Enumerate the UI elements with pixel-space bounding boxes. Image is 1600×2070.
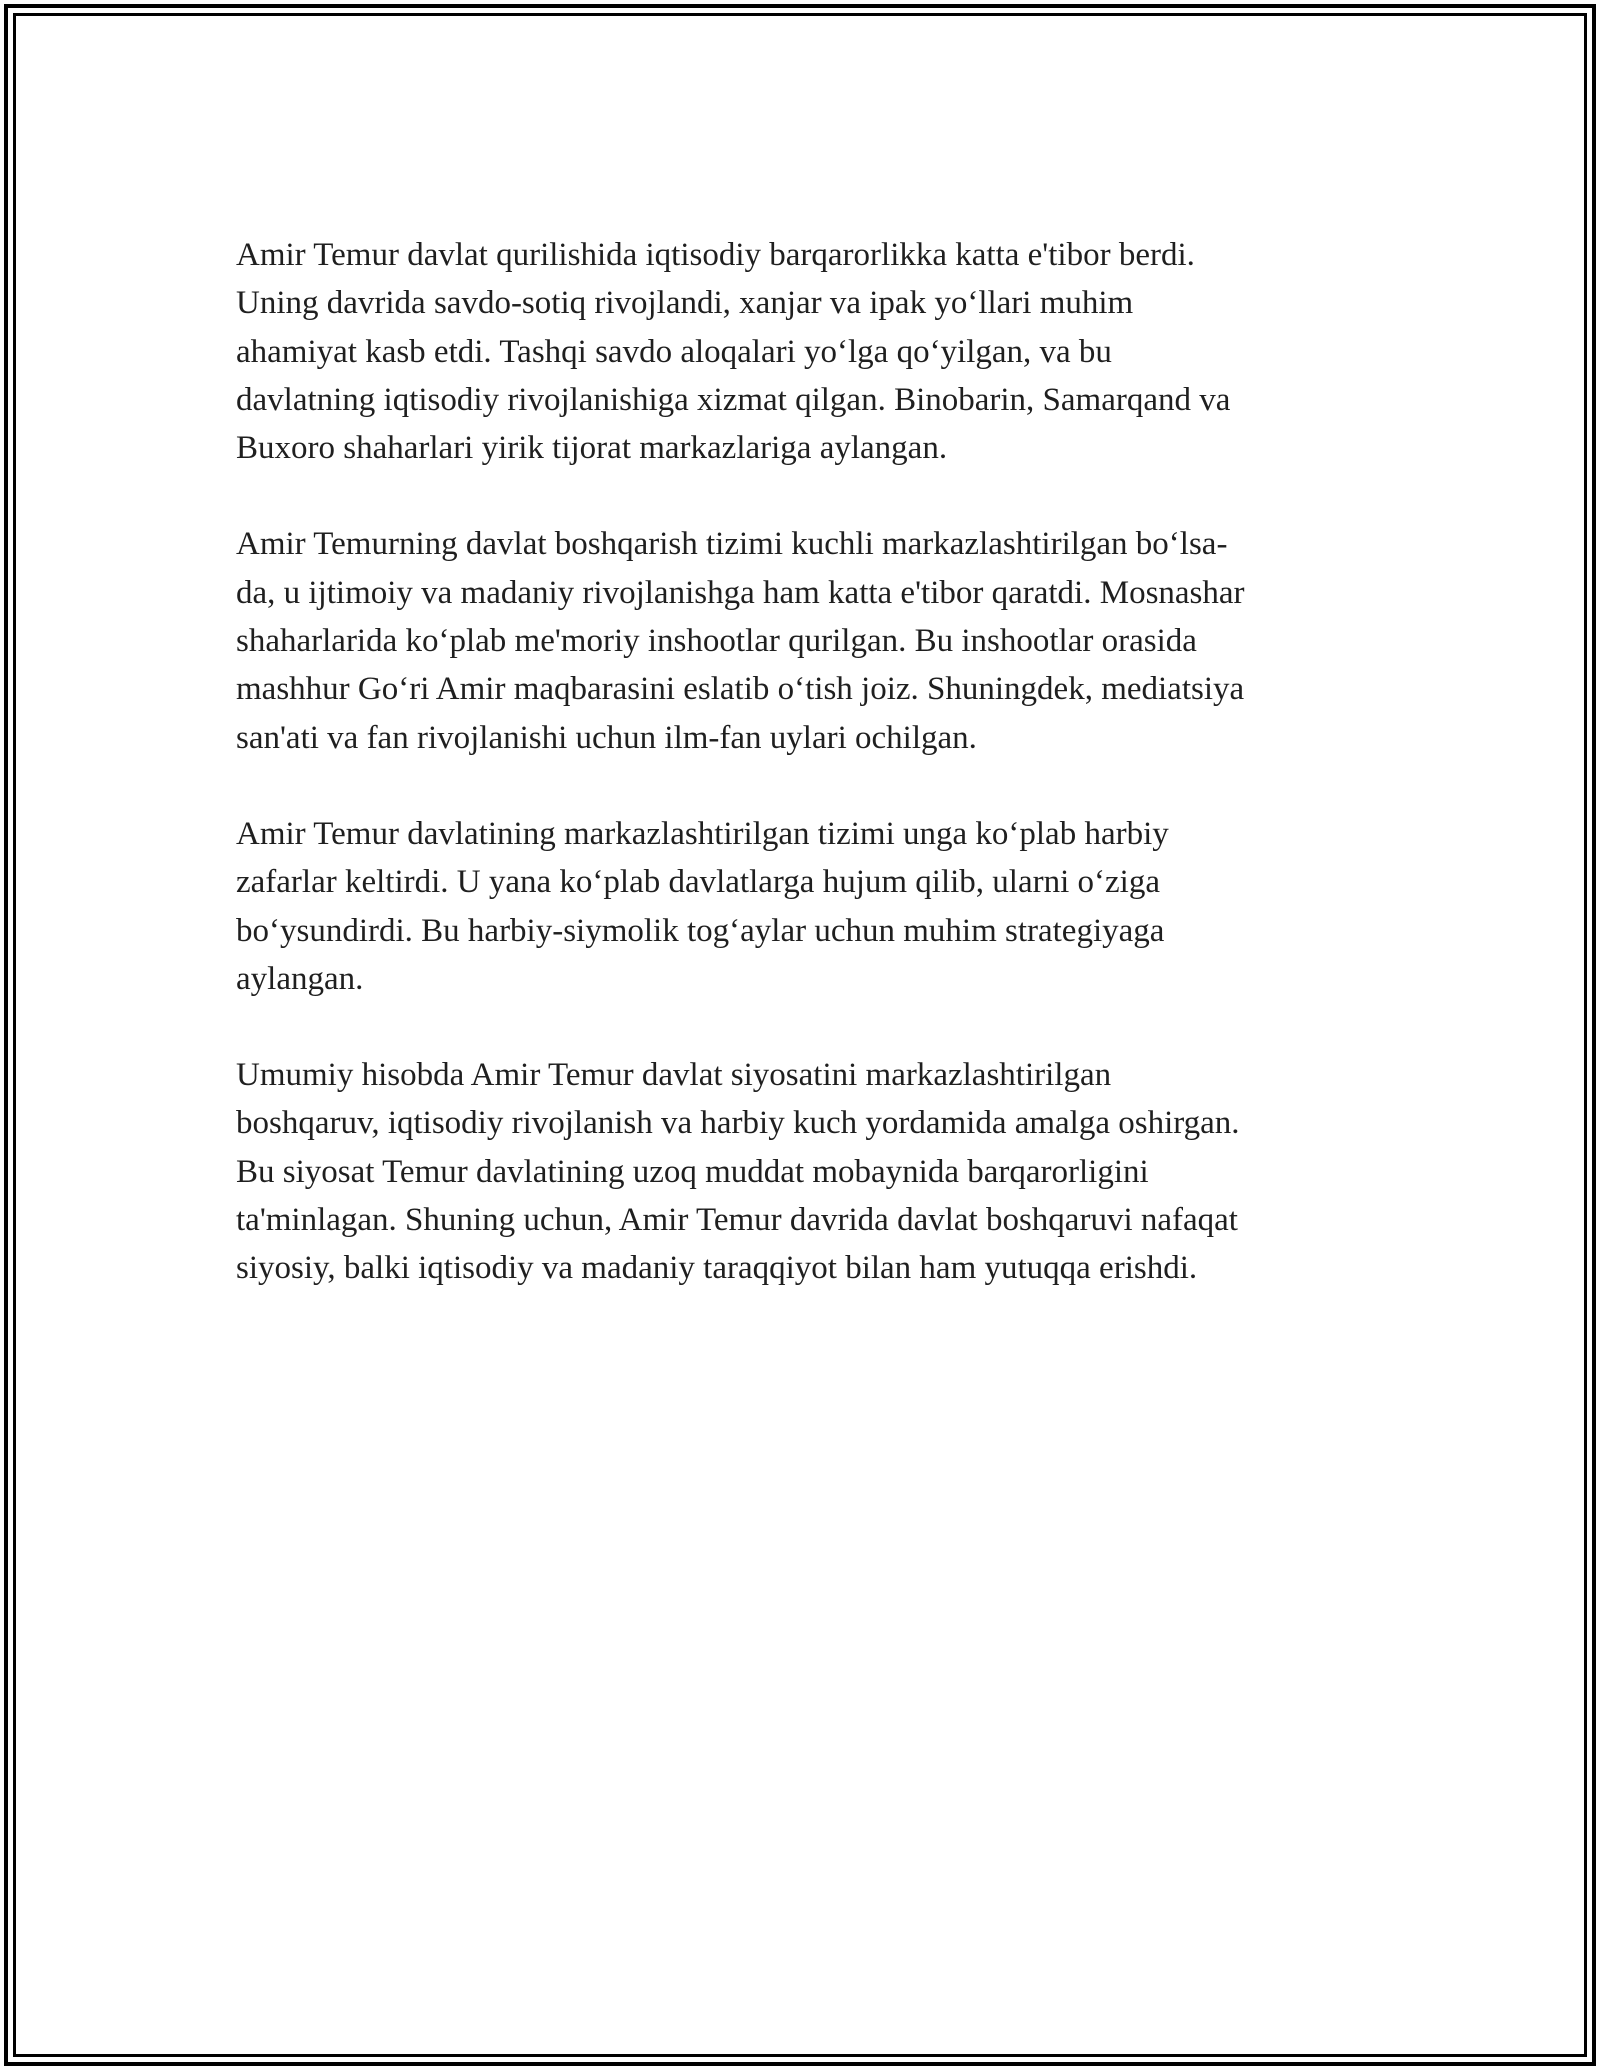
text-line: san'ati va fan rivojlanishi uchun ilm-fan uylari ochilgan.: [236, 719, 977, 756]
paragraph-economy: [236, 231, 1386, 472]
text-line: boshqaruv, iqtisodiy rivojlanish va harbiy kuch yordamida amalga oshirgan.: [236, 1105, 1240, 1142]
paragraph-summary: [236, 1051, 1386, 1292]
text-line: Amir Temurning davlat boshqarish tizimi kuchli markazlashtirilgan bo‘lsa-: [236, 526, 1228, 563]
text-line: mashhur Go‘ri Amir maqbarasini eslatib o‘tish joiz. Shuningdek, mediatsiya: [236, 671, 1245, 708]
text-line: Buxoro shaharlari yirik tijorat markazlariga aylangan.: [236, 430, 948, 467]
text-line: ta'minlagan. Shuning uchun, Amir Temur davrida davlat boshqaruvi nafaqat: [236, 1202, 1238, 1239]
text-line: Umumiy hisobda Amir Temur davlat siyosatini markazlashtirilgan: [236, 1057, 1112, 1094]
text-line: da, u ijtimoiy va madaniy rivojlanishga ham katta e'tibor qaratdi. Mosnashar: [236, 574, 1245, 611]
text-line: zafarlar keltirdi. U yana ko‘plab davlatlarga hujum qilib, ularni o‘ziga: [236, 864, 1160, 901]
text-line: Uning davrida savdo-sotiq rivojlandi, xanjar va ipak yo‘llari muhim: [236, 285, 1134, 322]
text-line: shaharlarida ko‘plab me'moriy inshootlar qurilgan. Bu inshootlar orasida: [236, 623, 1197, 660]
document-body: [236, 231, 1386, 1341]
paragraph-culture: [236, 520, 1386, 761]
text-line: bo‘ysundirdi. Bu harbiy-siymolik tog‘aylar uchun muhim strategiyaga: [236, 912, 1165, 949]
text-line: Bu siyosat Temur davlatining uzoq muddat mobaynida barqarorligini: [236, 1153, 1149, 1190]
text-line: aylangan.: [236, 960, 364, 997]
text-line: siyosiy, balki iqtisodiy va madaniy taraqqiyot bilan ham yutuqqa erishdi.: [236, 1250, 1198, 1287]
text-line: ahamiyat kasb etdi. Tashqi savdo aloqalari yo‘lga qo‘yilgan, va bu: [236, 333, 1112, 370]
text-line: davlatning iqtisodiy rivojlanishiga xizmat qilgan. Binobarin, Samarqand va: [236, 381, 1231, 418]
text-line: Amir Temur davlat qurilishida iqtisodiy barqarorlikka katta e'tibor berdi.: [236, 237, 1195, 273]
text-line: Amir Temur davlatining markazlashtirilgan tizimi unga ko‘plab harbiy: [236, 815, 1169, 852]
paragraph-military: [236, 810, 1386, 1003]
